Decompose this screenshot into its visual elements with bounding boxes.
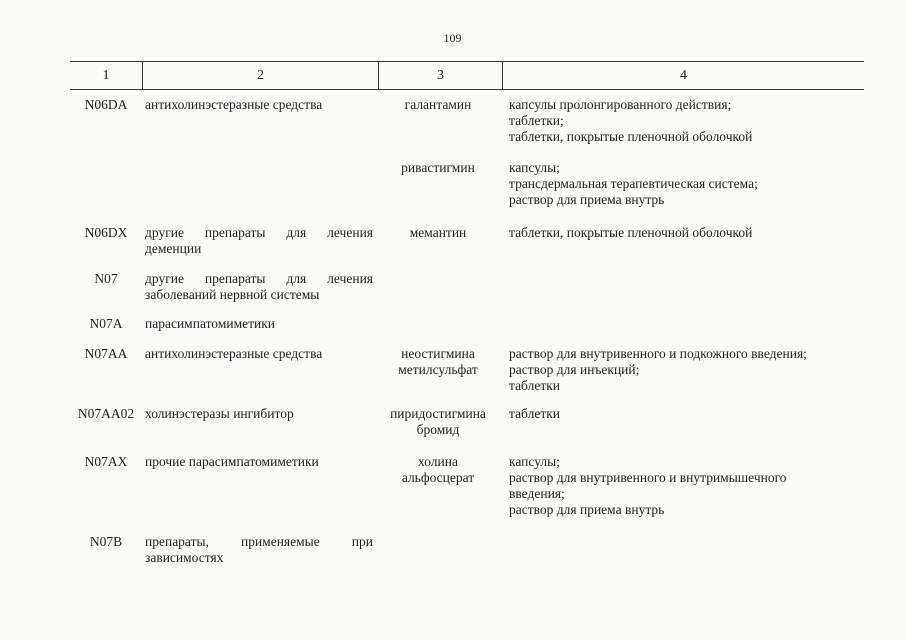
group-name — [145, 97, 373, 113]
header-col-3: 3 — [379, 62, 503, 89]
atc-code: N07 — [94, 271, 118, 286]
dosage-form-line: таблетки — [509, 378, 561, 393]
drug-name-line: метилсульфат — [398, 362, 478, 377]
dosage-form-line: раствор для инъекций; — [509, 362, 640, 377]
header-col-1: 1 — [70, 62, 143, 89]
dosage-form-line: таблетки; — [509, 113, 564, 128]
dosage-form-line: таблетки, покрытые пленочной оболочкой — [509, 129, 753, 144]
atc-code: N06DX — [84, 225, 128, 240]
dosage-form-line: введения; — [509, 486, 565, 501]
drug-name-line: неостигмина — [401, 346, 475, 361]
atc-code: N07AA02 — [77, 406, 135, 421]
group-name-line: другие препараты для лечения — [145, 225, 373, 240]
group-name-line: холинэстеразы ингибитор — [145, 406, 294, 421]
group-name — [145, 346, 373, 362]
drug-name — [377, 160, 499, 176]
dosage-form-line: раствор для внутривенного и подкожного введения; — [509, 346, 807, 361]
drug-name — [377, 454, 499, 486]
drug-name-line: альфосцерат — [401, 470, 475, 485]
drug-name — [377, 97, 499, 113]
drug-name — [377, 225, 499, 241]
dosage-forms — [509, 160, 869, 208]
dosage-form-line: таблетки — [509, 406, 561, 421]
atc-code: N07B — [89, 534, 123, 549]
drug-name-line: бромид — [416, 422, 460, 437]
group-name-line: антихолинэстеразные средства — [145, 97, 323, 112]
dosage-form-line: капсулы; — [509, 454, 560, 469]
group-name — [145, 534, 373, 566]
dosage-forms — [509, 225, 869, 241]
dosage-form-line: раствор для приема внутрь — [509, 192, 665, 207]
atc-code: N07A — [89, 316, 123, 331]
atc-code: N07AX — [84, 454, 128, 469]
group-name-line: препараты, применяемые при — [145, 534, 373, 549]
dosage-form-line: таблетки, покрытые пленочной оболочкой — [509, 225, 753, 240]
drug-name — [377, 406, 499, 438]
group-name-line: зависимостях — [145, 550, 224, 565]
dosage-form-line: капсулы пролонгированного действия; — [509, 97, 732, 112]
dosage-forms — [509, 346, 869, 394]
header-col-2: 2 — [143, 62, 379, 89]
dosage-form-line: капсулы; — [509, 160, 560, 175]
dosage-forms — [509, 406, 869, 422]
group-name — [145, 406, 373, 422]
atc-code: N06DA — [84, 97, 128, 112]
table-header — [70, 61, 864, 90]
drug-name-line: холина — [418, 454, 458, 469]
group-name-line: прочие парасимпатомиметики — [145, 454, 319, 469]
group-name-line: деменции — [145, 241, 202, 256]
atc-code: N07AA — [84, 346, 128, 361]
dosage-form-line: раствор для приема внутрь — [509, 502, 665, 517]
group-name — [145, 225, 373, 257]
group-name — [145, 316, 373, 332]
group-name-line: заболеваний нервной системы — [145, 287, 320, 302]
header-col-4: 4 — [680, 67, 687, 83]
group-name-line: другие препараты для лечения — [145, 271, 373, 286]
group-name — [145, 454, 373, 470]
group-name-line: антихолинэстеразные средства — [145, 346, 323, 361]
dosage-form-line: раствор для внутривенного и внутримышечного — [509, 470, 787, 485]
dosage-forms — [509, 454, 869, 518]
drug-name-line: ривастигмин — [401, 160, 475, 175]
drug-name-line: галантамин — [404, 97, 472, 112]
drug-name-line: мемантин — [409, 225, 467, 240]
dosage-form-line: трансдермальная терапевтическая система; — [509, 176, 758, 191]
page-number: 109 — [443, 31, 462, 45]
drug-name — [377, 346, 499, 378]
group-name-line: парасимпатомиметики — [145, 316, 276, 331]
group-name — [145, 271, 373, 303]
drug-name-line: пиридостигмина — [390, 406, 486, 421]
dosage-forms — [509, 97, 869, 145]
